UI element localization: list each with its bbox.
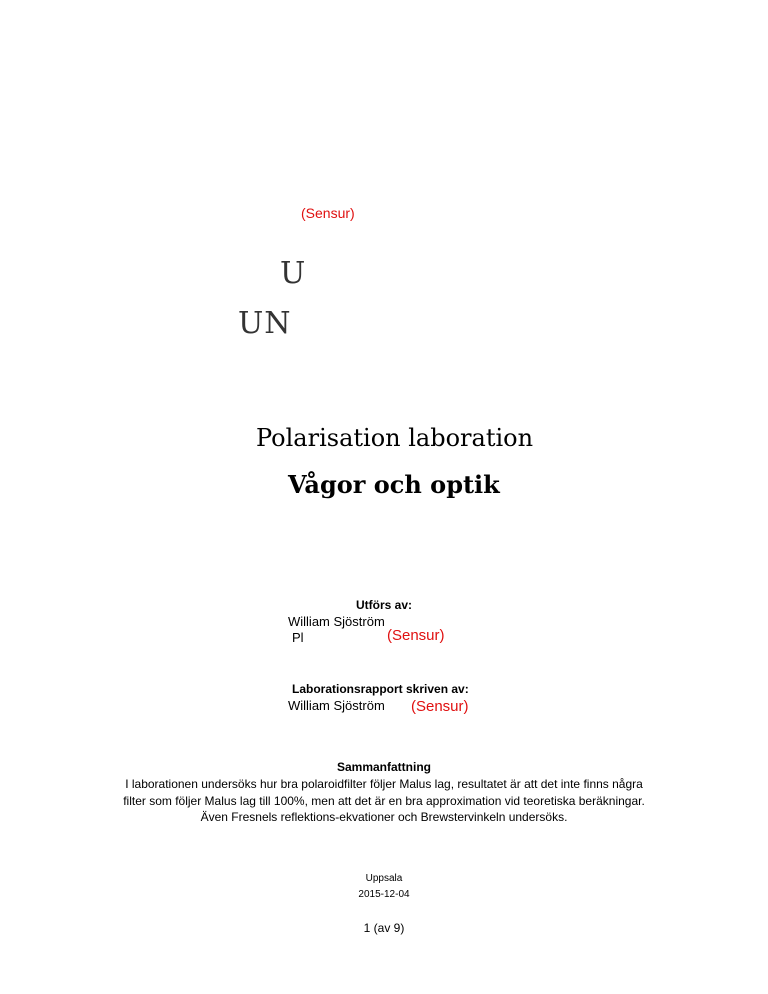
summary-line-3: Även Fresnels reflektions-ekvationer och Brewstervinkeln undersöks. xyxy=(200,810,568,824)
summary-line-1: I laborationen undersöks hur bra polaroidfilter följer Malus lag, resultatet är att det inte finns några xyxy=(125,777,643,791)
university-logo-line2: UN xyxy=(238,306,292,341)
censor-label-written: (Sensur) xyxy=(411,698,469,715)
performed-by-heading: Utförs av: xyxy=(356,598,413,612)
summary-line-2: filter som följer Malus lag till 100%, men att det är en bra approximation vid teoretiska beräkningar. xyxy=(123,794,645,808)
written-by-name: William Sjöström xyxy=(288,698,385,713)
place: Uppsala xyxy=(365,873,403,884)
censor-label-top: (Sensur) xyxy=(301,205,355,221)
document-title: Polarisation laboration xyxy=(256,424,534,452)
university-logo-line1: U xyxy=(280,256,307,291)
page-number: 1 (av 9) xyxy=(363,921,405,935)
document-subtitle: Vågor och optik xyxy=(288,470,500,499)
written-by-heading: Laborationsrapport skriven av: xyxy=(292,682,469,696)
performed-by-name-1: William Sjöström xyxy=(288,614,385,629)
date: 2015-12-04 xyxy=(358,889,410,900)
censor-label-performed: (Sensur) xyxy=(387,627,445,644)
summary-heading: Sammanfattning xyxy=(336,760,431,774)
performed-by-name-2: Pl xyxy=(292,630,304,645)
